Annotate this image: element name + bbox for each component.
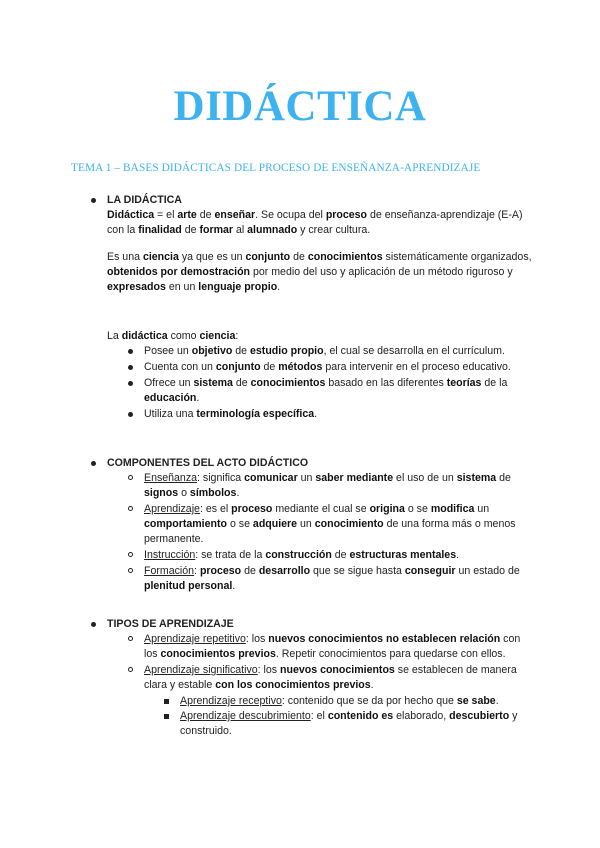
bold-term: obtenidos por demostración xyxy=(107,266,251,278)
text-run: de xyxy=(496,472,511,484)
text-run: de xyxy=(196,209,215,221)
section-heading: COMPONENTES DEL ACTO DIDÁCTICO xyxy=(72,456,532,471)
list-item xyxy=(124,376,532,406)
bullet-dot-icon xyxy=(91,198,96,203)
components-list xyxy=(124,471,532,594)
text-run: un estado de xyxy=(455,565,520,577)
bold-term: plenitud personal xyxy=(144,580,233,592)
text-run: sistemáticamente organizados, xyxy=(382,251,532,263)
bold-term: descubierto xyxy=(449,710,510,722)
text-run: : xyxy=(194,565,200,577)
bold-term: conjunto xyxy=(245,251,291,263)
list-item xyxy=(158,709,532,739)
bullet-circle-icon xyxy=(128,552,133,557)
bullet-circle-icon xyxy=(128,506,133,511)
learning-subtypes-list xyxy=(158,694,532,739)
text-run: : se trata de la xyxy=(195,549,266,561)
term-label: Aprendizaje significativo xyxy=(144,664,258,676)
bold-term: teorías xyxy=(446,377,482,389)
text-run: : xyxy=(235,330,239,342)
text-run: , el cual se desarrolla en el currículum. xyxy=(323,345,505,357)
list-item xyxy=(158,694,532,709)
bold-term: con los conocimientos previos xyxy=(215,679,371,691)
text-run: como xyxy=(167,330,200,342)
text-run: basado en las diferentes xyxy=(325,377,447,389)
text-run: Ofrece un xyxy=(144,377,194,389)
text-run: Posee un xyxy=(144,345,192,357)
bold-term: contenido es xyxy=(327,710,394,722)
science-intro xyxy=(107,329,532,344)
bold-term: conocimientos previos xyxy=(160,648,276,660)
term-label: Aprendizaje descubrimiento xyxy=(180,710,311,722)
term-label: Instrucción xyxy=(144,549,196,561)
text-run: y crear cultura. xyxy=(297,224,371,236)
bold-term: expresados xyxy=(107,281,166,293)
bold-term: comunicar xyxy=(244,472,298,484)
text-run: : contenido que se da por hecho que xyxy=(281,695,457,707)
text-run: con los xyxy=(144,633,521,660)
bold-term: conjunto xyxy=(215,361,261,373)
bold-term: conocimiento xyxy=(314,518,384,530)
text-run: o xyxy=(178,487,190,499)
list-item xyxy=(124,564,532,594)
bold-term: formar xyxy=(199,224,234,236)
bold-term: estudio propio xyxy=(250,345,324,357)
text-run: de xyxy=(232,345,251,357)
bold-term: nuevos conocimientos xyxy=(280,664,395,676)
text-run: : el xyxy=(310,710,328,722)
text-run: se establecen de manera clara y estable xyxy=(144,664,517,691)
bold-term: conocimientos xyxy=(250,377,326,389)
text-run: Cuenta con un xyxy=(144,361,216,373)
text-run: . xyxy=(314,408,318,420)
term-label: Formación xyxy=(144,565,195,577)
text-run: de xyxy=(232,377,251,389)
text-run: = el xyxy=(154,209,178,221)
text-run: Utiliza una xyxy=(144,408,197,420)
text-run: . xyxy=(495,695,499,707)
text-run: de enseñanza-aprendizaje (E-A) con la xyxy=(107,209,523,236)
list-item xyxy=(124,502,532,547)
text-run: . xyxy=(236,487,240,499)
text-run: de xyxy=(241,565,259,577)
bold-term: educación xyxy=(144,392,197,404)
bold-term: alumnado xyxy=(247,224,298,236)
bullet-dot-icon xyxy=(128,412,133,417)
text-run: para intervenir en el proceso educativo. xyxy=(322,361,511,373)
term-label: Enseñanza xyxy=(144,472,198,484)
term-label: Aprendizaje receptivo xyxy=(180,695,282,707)
section-heading: TIPOS DE APRENDIZAJE xyxy=(72,617,532,632)
bullet-square-icon xyxy=(164,714,169,719)
bold-term: comportamiento xyxy=(144,518,227,530)
text-run: La xyxy=(107,330,122,342)
list-item xyxy=(124,471,532,501)
bold-term: enseñar xyxy=(214,209,256,221)
text-run: un xyxy=(297,472,316,484)
bold-term: objetivo xyxy=(191,345,233,357)
topic-subtitle: TEMA 1 – BASES DIDÁCTICAS DEL PROCESO DE ENSEÑANZA-APRENDIZAJE xyxy=(71,162,481,174)
bold-term: construcción xyxy=(265,549,332,561)
text-run: por medio del uso y aplicación de un método riguroso y xyxy=(250,266,513,278)
text-run: . xyxy=(196,392,200,404)
text-run: en un xyxy=(165,281,199,293)
term-label: Aprendizaje xyxy=(144,503,200,515)
list-item xyxy=(124,360,532,375)
bold-term: proceso xyxy=(199,565,242,577)
bullet-dot-icon xyxy=(128,365,133,370)
bold-term: saber mediante xyxy=(315,472,394,484)
text-run: : los xyxy=(257,664,281,676)
science-paragraph xyxy=(107,250,532,295)
bold-term: adquiere xyxy=(252,518,298,530)
page-title: DIDÁCTICA xyxy=(173,83,427,130)
bullet-dot-icon xyxy=(128,349,133,354)
text-run: . xyxy=(232,580,236,592)
bold-term: proceso xyxy=(231,503,273,515)
term-label: Aprendizaje repetitivo xyxy=(144,633,246,645)
text-run: de xyxy=(331,549,350,561)
list-item xyxy=(124,663,532,693)
section-componentes xyxy=(72,456,532,595)
bold-term: sistema xyxy=(193,377,233,389)
bold-term: desarrollo xyxy=(258,565,311,577)
bullet-dot-icon xyxy=(91,622,96,627)
list-item xyxy=(124,632,532,662)
bold-term: métodos xyxy=(278,361,323,373)
bold-term: modifica xyxy=(430,503,475,515)
list-item xyxy=(124,407,532,422)
bold-term: ciencia xyxy=(199,330,236,342)
bold-term: conseguir xyxy=(404,565,456,577)
text-run: mediante el cual se xyxy=(272,503,370,515)
section-tipos xyxy=(72,617,532,739)
bold-term: Didáctica xyxy=(107,209,155,221)
text-run: de xyxy=(181,224,200,236)
bold-term: arte xyxy=(177,209,197,221)
section-heading: LA DIDÁCTICA xyxy=(72,193,532,208)
text-run: de xyxy=(260,361,279,373)
text-run: : los xyxy=(245,633,269,645)
bullet-circle-icon xyxy=(128,568,133,573)
bullet-circle-icon xyxy=(128,636,133,641)
list-item xyxy=(124,344,532,359)
text-run: el uso de un xyxy=(393,472,457,484)
bold-term: nuevos conocimientos no establecen relación xyxy=(268,633,501,645)
bold-term: ciencia xyxy=(142,251,179,263)
text-run: al xyxy=(233,224,248,236)
text-run: . xyxy=(277,281,281,293)
text-run: de xyxy=(290,251,308,263)
text-run: . Repetir conocimientos para quedarse con ellos. xyxy=(275,648,506,660)
bold-term: lenguaje propio xyxy=(198,281,278,293)
text-run: o se xyxy=(227,518,253,530)
bullet-circle-icon xyxy=(128,475,133,480)
text-run: elaborado, xyxy=(393,710,450,722)
list-item xyxy=(124,548,532,563)
bold-term: estructuras mentales xyxy=(349,549,457,561)
bold-term: sistema xyxy=(456,472,497,484)
text-run: un xyxy=(474,503,490,515)
text-run: : significa xyxy=(197,472,245,484)
text-run: Es una xyxy=(107,251,143,263)
bold-term: didáctica xyxy=(121,330,168,342)
definition-paragraph xyxy=(107,208,532,238)
text-run: o se xyxy=(404,503,431,515)
bold-term: símbolos xyxy=(189,487,237,499)
bullet-dot-icon xyxy=(128,381,133,386)
text-run: y construido. xyxy=(180,710,518,737)
text-run: un xyxy=(297,518,315,530)
bold-term: terminología específica xyxy=(196,408,315,420)
bullet-dot-icon xyxy=(91,461,96,466)
text-run: que se sigue hasta xyxy=(310,565,405,577)
text-run: de una forma más o menos permanente. xyxy=(144,518,516,545)
science-list xyxy=(124,344,532,422)
bullet-square-icon xyxy=(164,699,169,704)
bold-term: se sabe xyxy=(456,695,496,707)
bold-term: proceso xyxy=(325,209,368,221)
bold-term: conocimientos xyxy=(307,251,383,263)
text-run: . xyxy=(370,679,374,691)
section-la-didactica xyxy=(72,193,532,423)
bold-term: signos xyxy=(144,487,179,499)
text-run: : es el xyxy=(199,503,232,515)
bullet-circle-icon xyxy=(128,667,133,672)
text-run: de la xyxy=(481,377,508,389)
learning-types-list xyxy=(124,632,532,693)
text-run: . xyxy=(456,549,460,561)
bold-term: origina xyxy=(369,503,405,515)
text-run: . Se ocupa del xyxy=(255,209,326,221)
text-run: ya que es un xyxy=(178,251,246,263)
bold-term: finalidad xyxy=(138,224,182,236)
